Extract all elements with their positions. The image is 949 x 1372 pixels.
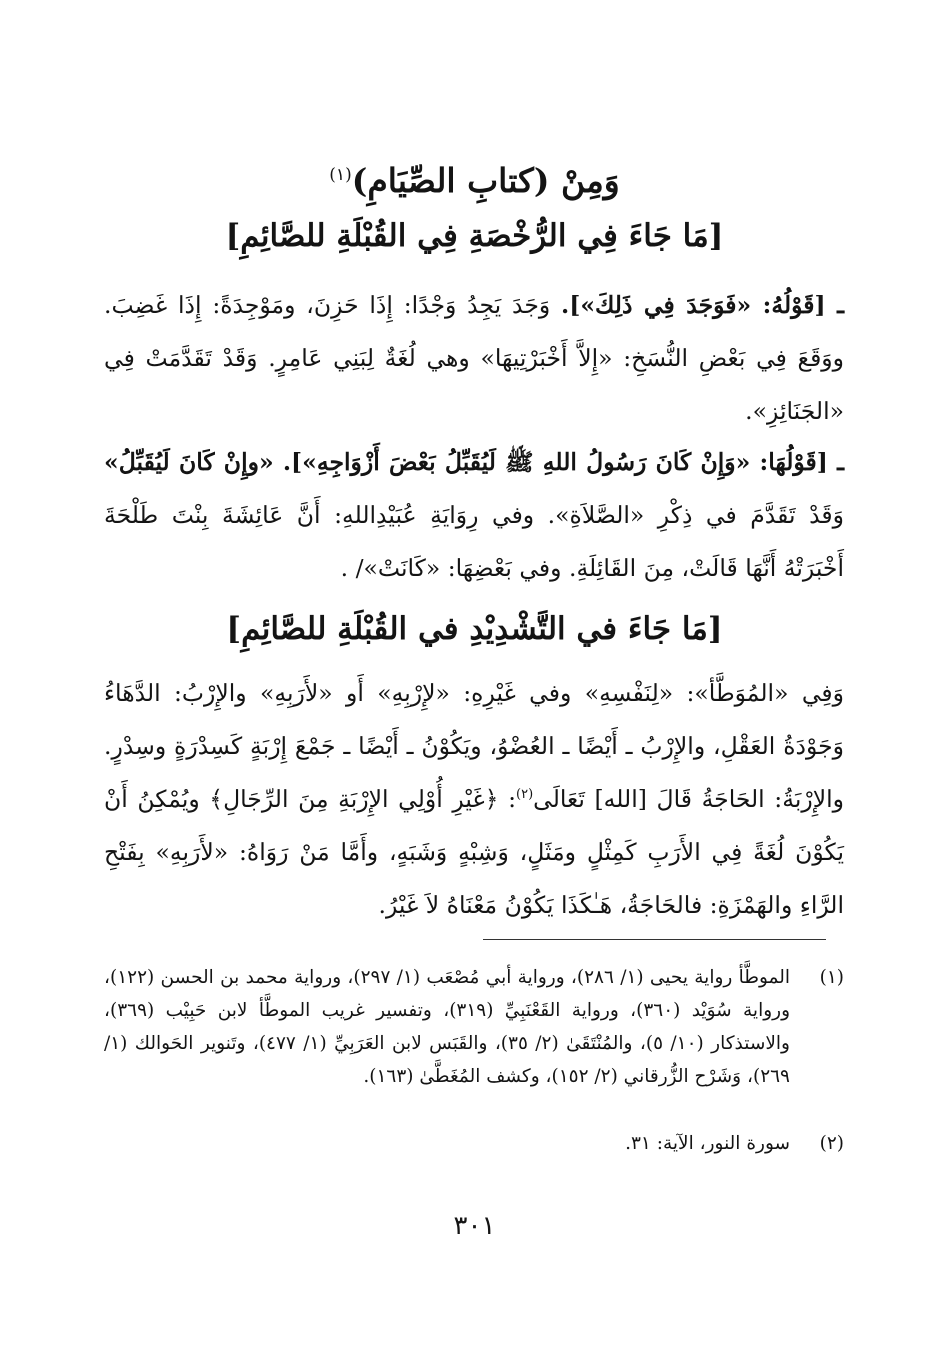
paragraph-text: وَجَدَ يَجِدُ وَجْدًا: إِذَا حَزِنَ، ومَوْجِدَةً: إِذَا غَضِبَ. ووَقَعَ فِي بَعْضِ النُّسَخِ: «إِلاَّ أَخْبَرْتِيهَا» وهي لُغَةٌ لِبَنِي عَامِرٍ. وَقَدْ تَقَدَّمَتْ فِي «الجَنَائِزِ». [104,291,844,425]
paragraph-lead: ـ [قَوْلُهَا: «وَإِنْ كَانَ رَسُولُ اللهِ ﷺ لَيُقَبِّلُ بَعْضَ أَزْوَاجِهِ»]. «وإِنْ كَانَ لَيُقَبِّلُ» [104,448,844,476]
footnote-number: (٢) [819,1133,844,1154]
chapter-title [100,150,849,206]
verse-footnote-ref: (٢) [516,787,534,803]
paragraph-irb-meaning [104,667,844,932]
paragraph-text: وَقَدْ تَقَدَّمَ في ذِكْرِ «الصَّلاَةِ». وفي رِوَايَةِ عُبَيْدِاللهِ: أَنَّ عَائِشَةَ بِنْتَ طَلْحَةَ أَخْبَرَتْهُ أَنَّهَا قَالَتْ، مِنَ القَائِلَةِ. وفي بَعْضِهَا: «كَانَتْ»/ . [104,501,844,582]
footnote-separator [483,939,826,940]
footnote-1 [104,961,844,1093]
section-heading-strictness: [مَا جَاءَ في التَّشْدِيْدِ في القُبْلَةِ للصَّائِمِ] [226,611,723,647]
chapter-footnote-ref: (١) [329,165,352,185]
footnote-text: الموطَّأ رواية يحيى (١/ ٢٨٦)، ورواية أبي مُصْعَب (١/ ٢٩٧)، ورواية محمد بن الحسن (١٢٢)، ورواية سُوَيْد (٣٦٠)، ورواية القَعْنَبِيِّ (٣١٩)، وتفسير غريب الموطَّأ لابن حَبِيْب (٣٦٩)، والاستذكار (١٠/ ٥)، والمُنْتَقَىٰ (٢/ ٣٥)، والقَبَس لابن العَرَبِيِّ (١/ ٤٧٧)، وتَنوير الحَوالك (١/ ٢٦٩)، وَشَرْح الزُّرقاني (٢/ ١٥٢)، وكشف المُغَطَّىٰ (١٦٣). [104,967,791,1087]
footnote-text: سورة النور، الآية: ٣١. [625,1133,790,1154]
paragraph-text: وَفِي «المُوَطَّأ»: «لِنَفْسِهِ» وفي غَيْرِهِ: «لإِرْبِهِ» أَو «لأَرَبِهِ» والإِرْبُ: الدَّهَاءُ وَجَوْدَةُ العَقْلِ، والإِرْبُ ـ أَيْضًا ـ العُضْوُ، ويَكُوْنُ ـ أَيْضًا ـ جَمْعَ إِرْبَةٍ كَسِدْرَةٍ وسِدْرٍ. والإِرْبَةُ: الحَاجَةُ قَالَ [الله] تَعَالَى [104,679,844,813]
footnote-number: (١) [819,967,844,988]
footnote-2 [104,1127,844,1160]
paragraph-text-continued: : ﴿غَيْرِ أُوْلِي الإِرْبَةِ مِنَ الرِّجَالِ﴾ ويُمْكِنُ أَنْ يَكُوْنَ لُغَةً فِي الأَرَبِ كَمِثْلٍ ومَثَلٍ، وَشِبْهٍ وَشَبَهٍ، وأَمَّا مَنْ رَوَاهُ: «لأَرَبِهِ» بِفَتْحِ الرَّاءِ والهَمْزَةِ: فالحَاجَةُ، هَـٰكَذَا يَكُوْنُ مَعْنَاهُ لاَ غَيْرُ. [104,785,844,919]
section-heading-permission: [مَا جَاءَ فِي الرُّخْصَةِ فِي القُبْلَةِ للصَّائِمِ] [225,218,724,254]
paragraph-found-in-that [104,279,844,438]
paragraph-prophet-kissing [104,436,844,595]
page-number: ٣٠١ [453,1211,496,1241]
chapter-title-text: وَمِنْ (كتابِ الصِّيَامِ) [351,161,620,200]
paragraph-lead: ـ [قَوْلُهُ: «فَوَجَدَ فِي ذَلِكَ»]. [561,291,845,319]
